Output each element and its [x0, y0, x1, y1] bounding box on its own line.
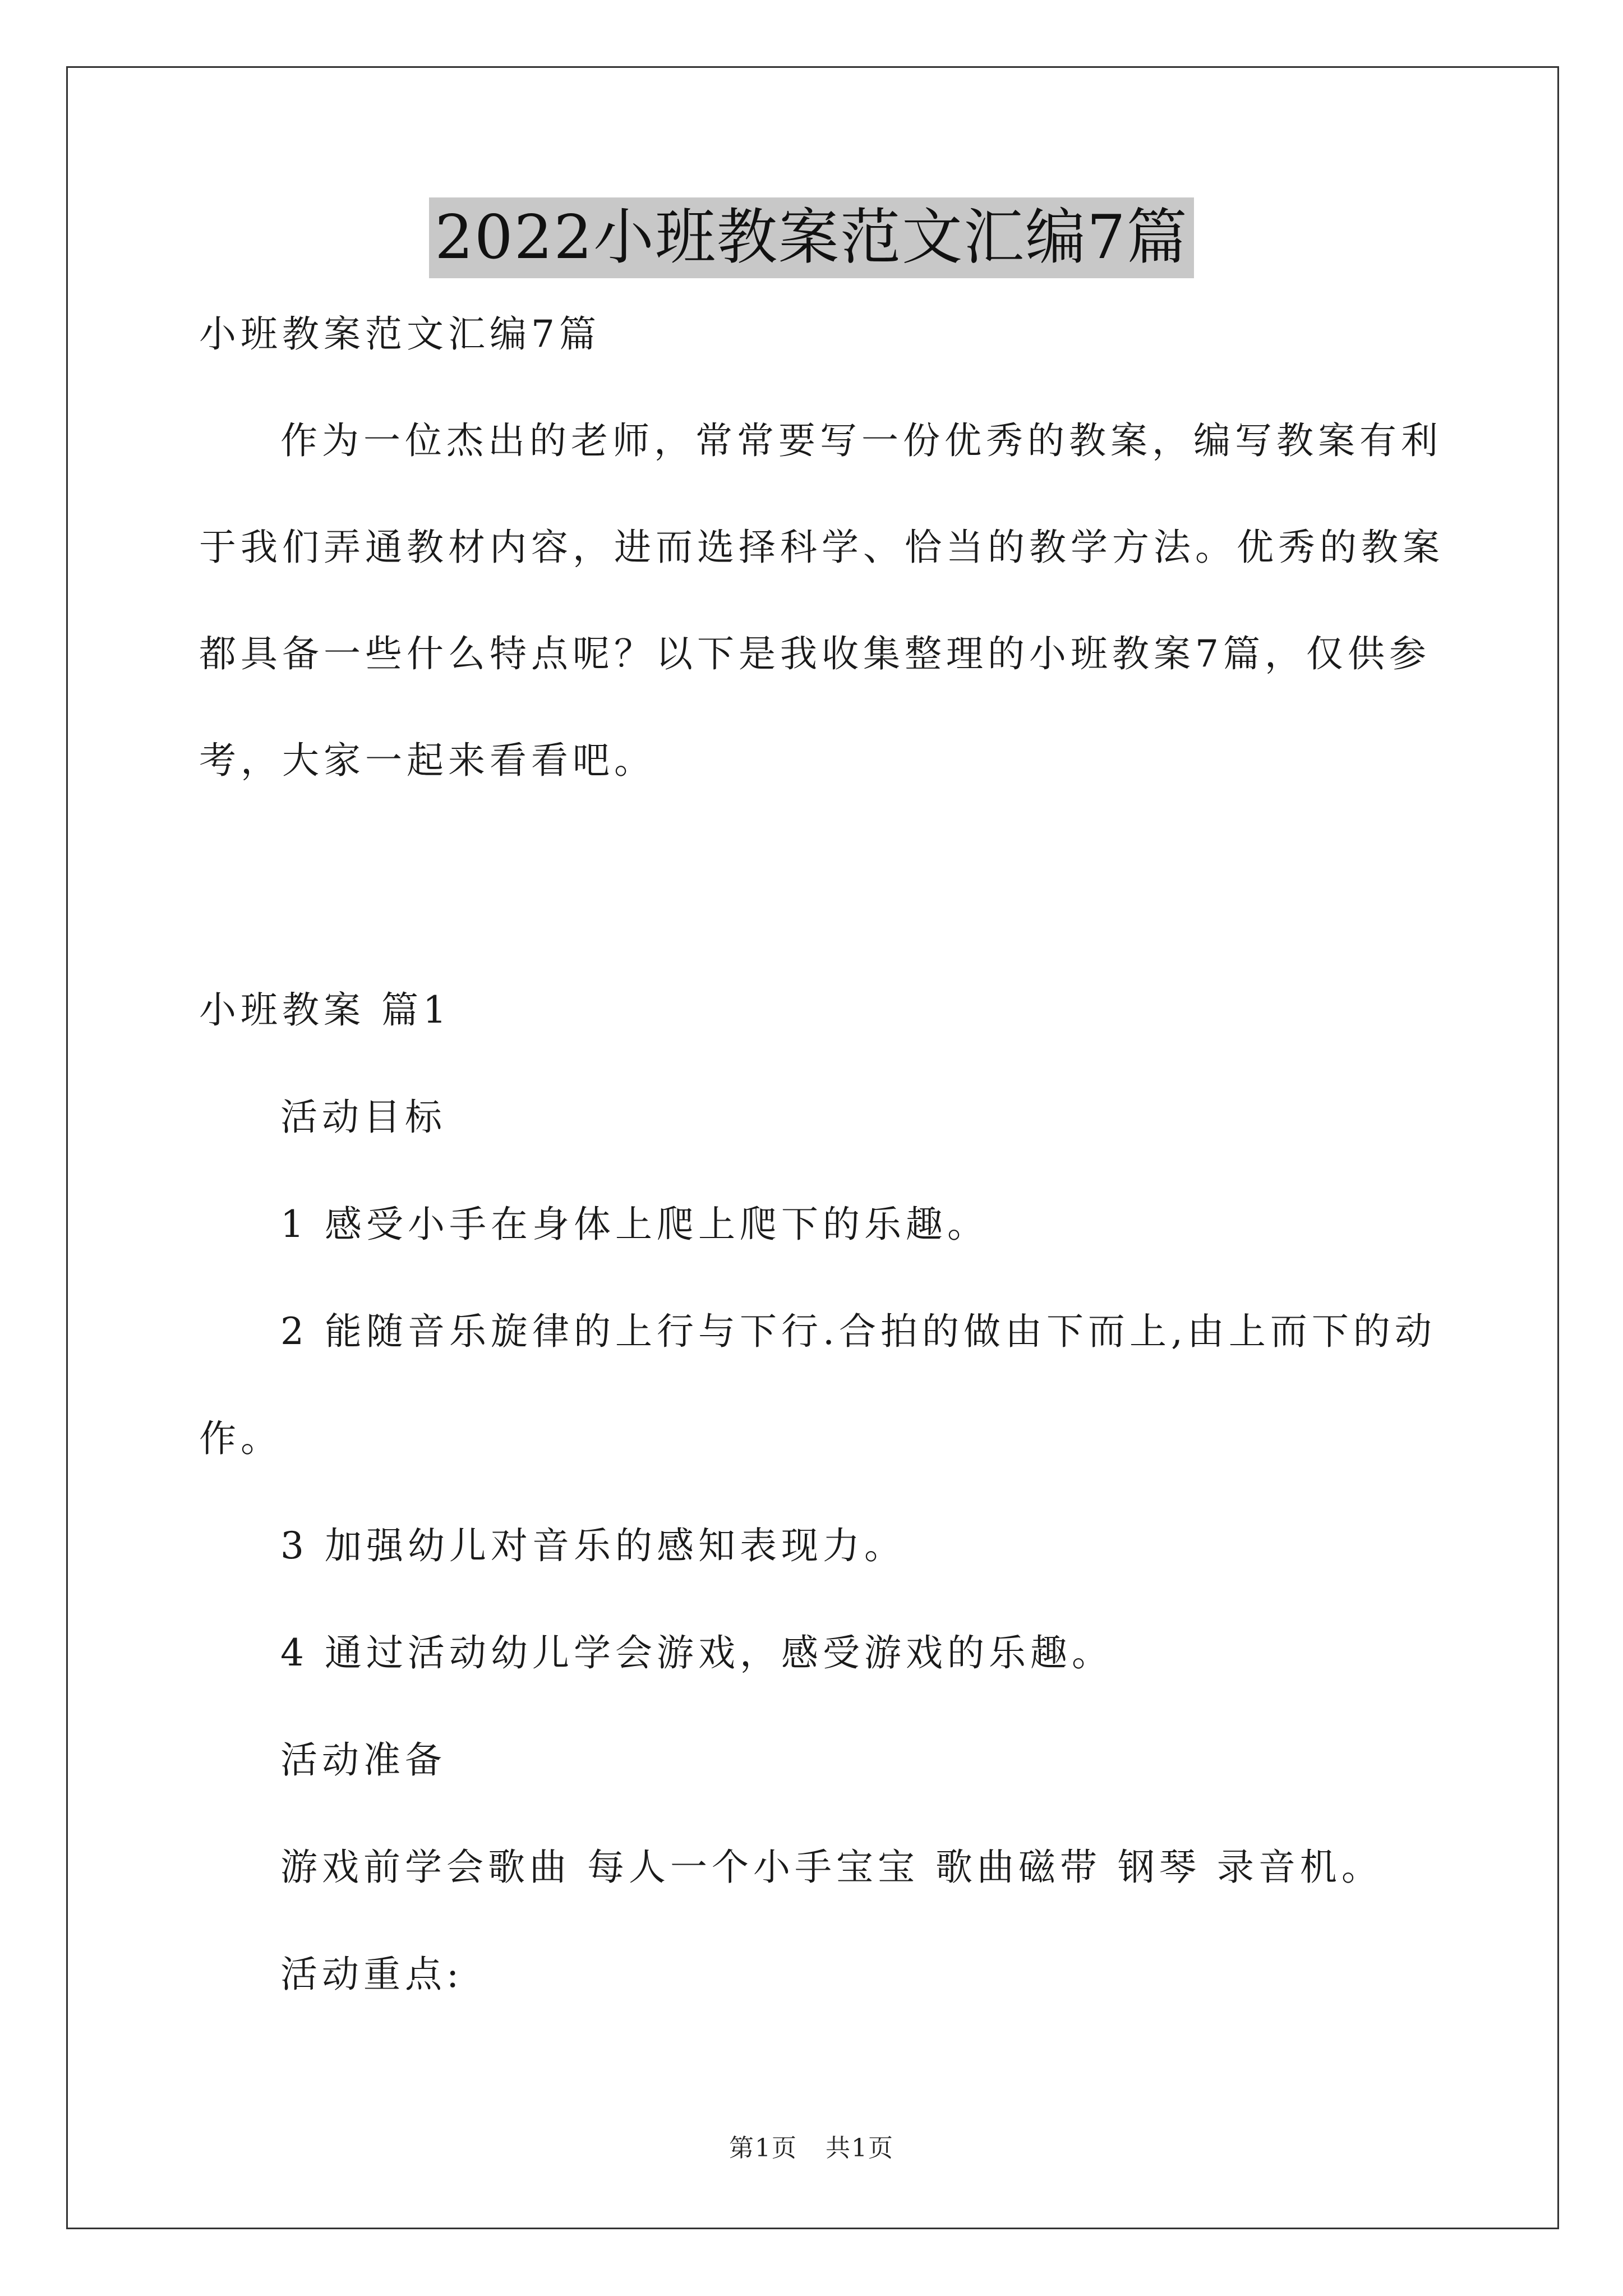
goal-item-3: 3 加强幼儿对音乐的感知表现力。	[280, 1524, 906, 1567]
intro-line-3: 都具备一些什么特点呢？以下是我收集整理的小班教案7篇，仅供参	[199, 632, 1431, 675]
intro-line-2: 于我们弄通教材内容，进而选择科学、恰当的教学方法。优秀的教案	[199, 526, 1444, 569]
section-heading: 小班教案 篇1	[199, 988, 451, 1032]
prep-heading: 活动准备	[280, 1738, 446, 1782]
key-heading: 活动重点:	[280, 1953, 464, 1996]
goal-item-4: 4 通过活动幼儿学会游戏，感受游戏的乐趣。	[280, 1631, 1113, 1674]
page-border	[66, 66, 1559, 2229]
goal-item-2-continued: 作。	[199, 1417, 282, 1460]
goal-item-2: 2 能随音乐旋律的上行与下行.合拍的做由下而上,由上而下的动	[280, 1310, 1436, 1353]
goal-item-1: 1 感受小手在身体上爬上爬下的乐趣。	[280, 1203, 989, 1246]
intro-line-1: 作为一位杰出的老师，常常要写一份优秀的教案，编写教案有利	[280, 419, 1442, 462]
document-subtitle: 小班教案范文汇编7篇	[199, 312, 601, 356]
document-title: 2022小班教案范文汇编7篇	[429, 197, 1194, 278]
page-footer	[0, 2132, 1623, 2165]
intro-line-4: 考，大家一起来看看吧。	[199, 739, 656, 782]
page-number: 第1页	[729, 2134, 797, 2162]
title-container	[0, 197, 1623, 278]
prep-text: 游戏前学会歌曲 每人一个小手宝宝 歌曲磁带 钢琴 录音机。	[280, 1846, 1383, 1889]
page-total: 共1页	[826, 2134, 894, 2162]
goals-heading: 活动目标	[280, 1096, 446, 1139]
